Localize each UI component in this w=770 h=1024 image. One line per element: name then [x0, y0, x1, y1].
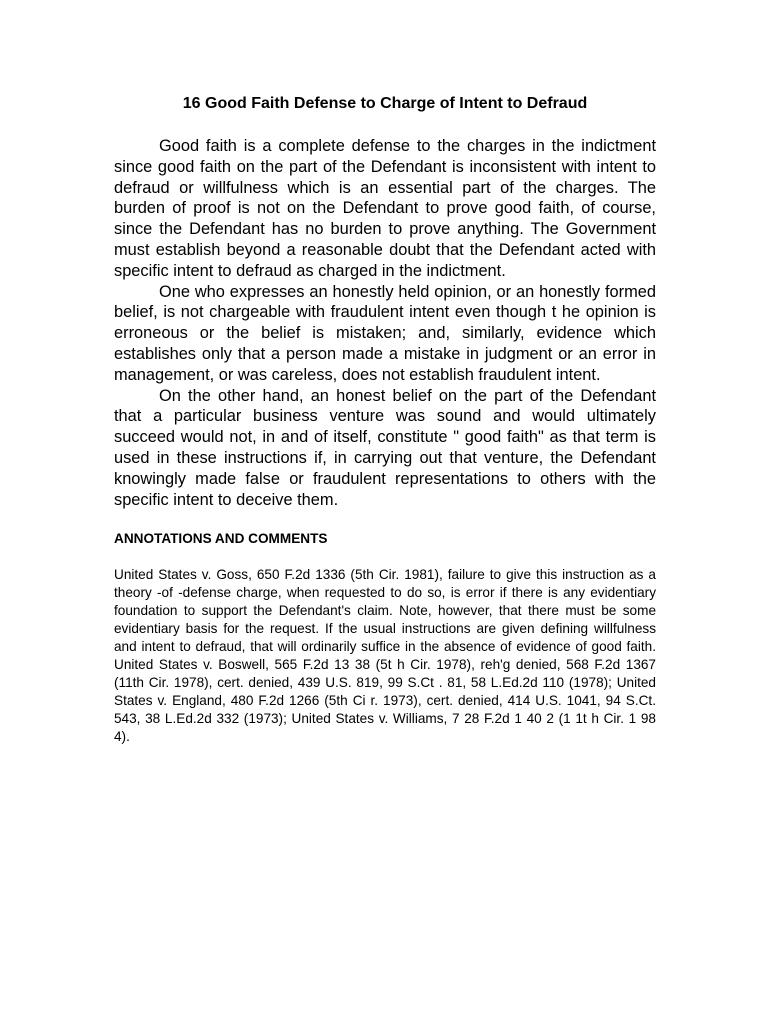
document-title: 16 Good Faith Defense to Charge of Intent to Defraud — [182, 95, 588, 112]
annotations-text: United States v. Goss, 650 F.2d 1336 (5th Cir. 1981), failure to give this instruction as a theory -of -defense charge, when requested to do so, is error if there is any evidentiary foundation to support the Defendant's claim. Note, however, that there must be some evidentiary basis for the request. If the usual instructions are given defining willfulness and intent to defraud, that will ordinarily suffice in the absence of evidence of good faith. United States v. Boswell, 565 F.2d 13 38 (5t h Cir. 1978), reh'g denied, 568 F.2d 1367 (11th Cir. 1978), cert. denied, 439 U.S. 819, 99 S.Ct . 81, 58 L.Ed.2d 110 (1978); United States v. England, 480 F.2d 1266 (5th Ci r. 1973), cert. denied, 414 U.S. 1041, 94 S.Ct. 543, 38 L.Ed.2d 332 (1973); United States v. Williams, 7 28 F.2d 1 40 2 (1 1t h Cir. 1 98 4). — [114, 567, 656, 745]
body-paragraph-3: On the other hand, an honest belief on the part of the Defendant that a particular business venture was sound and would ultimately succeed would not, in and of itself, constitute " good faith" as that term is used in these instructions if, in carrying out that venture, the Defendant knowingly made false or fraudulent representations to others with the specific intent to deceive them. — [114, 386, 656, 509]
body-paragraph-2: One who expresses an honestly held opinion, or an honestly formed belief, is not chargeable with fraudulent intent even though t he opinion is erroneous or the belief is mistaken; and, similarly, evidence which establishes only that a person made a mistake in judgment or an error in management, or was careless, does not establish fraudulent intent. — [114, 282, 656, 384]
document-page — [114, 94, 656, 746]
body-paragraph-1: Good faith is a complete defense to the charges in the indictment since good faith on the part of the Defendant is inconsistent with intent to defraud or willfulness which is an essential part of the charges. The burden of proof is not on the Defendant to prove good faith, of course, since the Defendant has no burden to prove anything. The Government must establish beyond a reasonable doubt that the Defendant acted with specific intent to defraud as charged in the indictment. — [114, 137, 656, 280]
annotations-heading: ANNOTATIONS AND COMMENTS — [114, 531, 328, 547]
